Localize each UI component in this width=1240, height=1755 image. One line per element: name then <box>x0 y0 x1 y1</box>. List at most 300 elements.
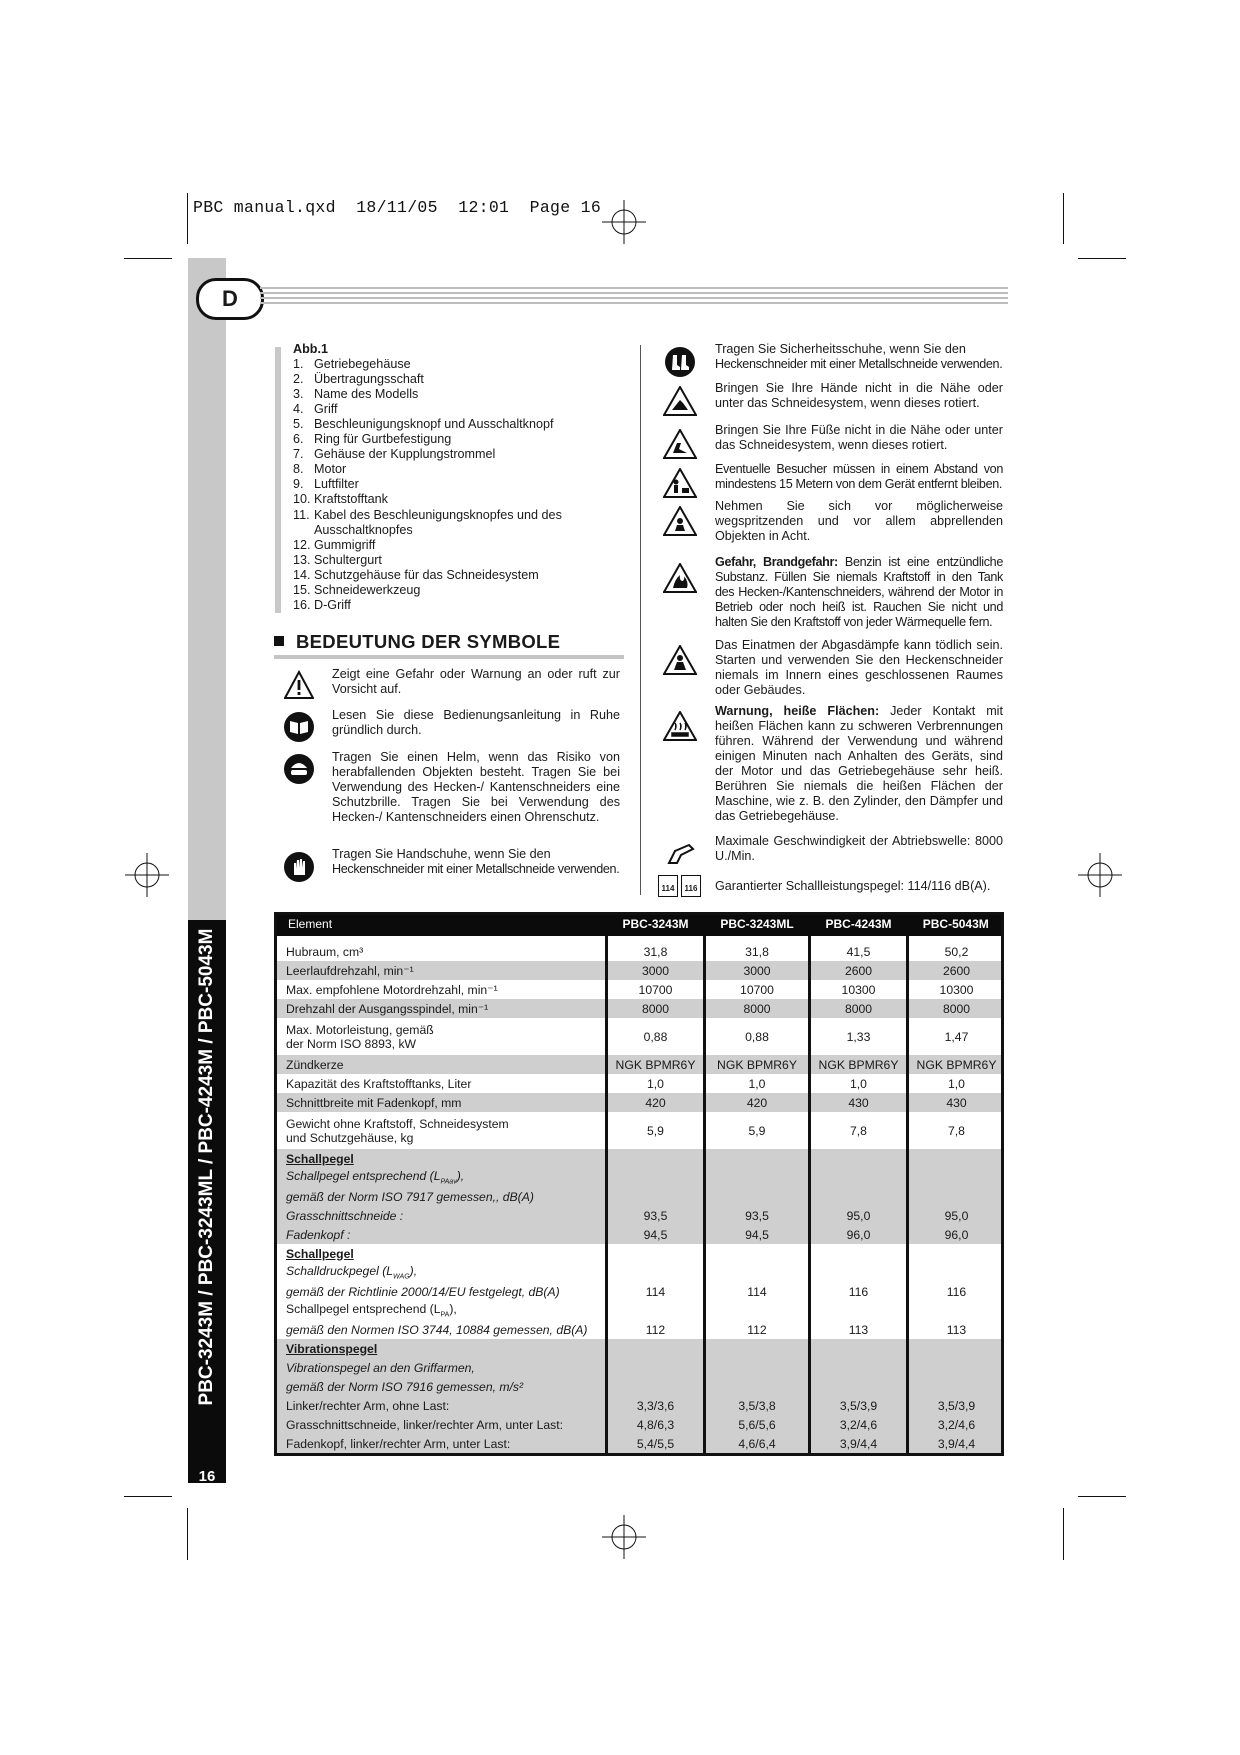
label-text: ), <box>449 1302 457 1317</box>
row-label <box>274 1301 607 1320</box>
row-value <box>908 1168 1005 1187</box>
table-row <box>274 1244 1004 1263</box>
value-text: 96,0 <box>846 1227 871 1242</box>
row-value <box>908 1206 1005 1225</box>
row-value <box>705 1206 810 1225</box>
row-value <box>908 1434 1005 1453</box>
row-value <box>705 1112 810 1149</box>
row-value <box>810 980 908 999</box>
label-text: Linker/rechter Arm, ohne Last: <box>286 1398 450 1413</box>
header-rule <box>260 287 1008 305</box>
figure-legend-item <box>293 432 633 447</box>
row-value <box>705 1339 810 1358</box>
value-text: 8000 <box>844 1001 873 1016</box>
row-value <box>908 1320 1005 1339</box>
row-label <box>274 1415 607 1434</box>
label-text: Schnittbreite mit Fadenkopf, mm <box>286 1095 462 1110</box>
row-value <box>705 942 810 961</box>
label-text: Vibrationspegel an den Griffarmen, <box>286 1360 475 1375</box>
row-value <box>908 942 1005 961</box>
figure-legend-item <box>293 402 633 417</box>
value-text: 1,0 <box>748 1076 766 1091</box>
fire-hazard-icon <box>663 563 697 593</box>
label-subscript: PAav <box>440 1178 457 1186</box>
spec-table <box>274 912 1004 1453</box>
row-label <box>274 1358 607 1377</box>
row-value <box>908 999 1005 1018</box>
value-text: 31,8 <box>745 944 769 959</box>
row-value <box>705 1282 810 1301</box>
figure-legend-number: 14. <box>293 567 311 582</box>
row-value <box>908 1244 1005 1263</box>
value-text: 96,0 <box>944 1227 969 1242</box>
registration-mark-icon <box>602 1515 646 1559</box>
value-text: 1,0 <box>948 1076 965 1091</box>
row-label <box>274 1339 607 1358</box>
figure-legend-text: Griff <box>314 402 338 417</box>
value-text: 7,8 <box>948 1123 965 1138</box>
symbol-text: Zeigt eine Gefahr oder Warnung an oder ruft zur Vorsicht auf. <box>332 667 620 697</box>
value-text: 1,0 <box>647 1076 664 1091</box>
value-text: 10300 <box>939 982 974 997</box>
symbol-text: Das Einatmen der Abgasdämpfe kann tödlich sein. Starten und verwenden Sie den Heckenschneider niemals im Innern eines geschlossenen Raumes oder Gebäudes. <box>715 638 1003 698</box>
value-text: 1,0 <box>850 1076 867 1091</box>
label-text: Vibrationspegel <box>286 1341 378 1356</box>
row-value <box>705 1149 810 1168</box>
row-label <box>274 1396 607 1415</box>
figure-legend-text: Beschleunigungsknopf und Ausschaltknopf <box>314 417 554 432</box>
figure-legend-text: Übertragungsschaft <box>314 372 424 387</box>
value-text: 113 <box>848 1322 869 1337</box>
figure-legend-number: 9. <box>293 477 304 492</box>
value-text: 10300 <box>841 982 876 997</box>
row-value <box>705 1320 810 1339</box>
row-value <box>810 1358 908 1377</box>
sound-power-label: 116 <box>681 875 701 897</box>
row-value <box>810 1244 908 1263</box>
figure-legend-number: 12. <box>293 537 311 552</box>
symbol-text-body: Jeder Kontakt mit heißen Flächen kann zu schweren Verbrennungen führen. Während der Verwendung und während einigen Minuten nach Anhalten des Geräts, sind der Motor und das Getriebegehäuse sehr heiß. Berühren Sie niemals die heißen Flächen der Maschine, wie z. B. den Zylinder, den Dämpfer und das Getriebegehäuse. <box>715 704 1003 824</box>
abb-side-bar <box>275 347 281 613</box>
row-value <box>607 999 705 1018</box>
label-text: Schallpegel <box>286 1246 354 1261</box>
figure-legend-text: Gummigriff <box>314 537 376 552</box>
value-text: 420 <box>746 1095 768 1110</box>
row-value <box>810 1112 908 1149</box>
crop-mark <box>1063 1508 1064 1560</box>
value-text: 3,9/4,4 <box>839 1436 878 1451</box>
value-text: 7,8 <box>850 1123 867 1138</box>
value-text: 0,88 <box>745 1029 769 1044</box>
row-value <box>607 1434 705 1453</box>
value-text: 95,0 <box>944 1208 969 1223</box>
row-value <box>607 1358 705 1377</box>
label-text: der Norm ISO 8893, kW <box>286 1036 417 1051</box>
safety-boots-icon <box>664 346 696 378</box>
value-text: 8000 <box>641 1001 670 1016</box>
value-text: 112 <box>747 1322 767 1337</box>
label-text: Schalldruckpegel (L <box>286 1264 394 1279</box>
value-text: 31,8 <box>643 944 668 959</box>
value-text: 3,2/4,6 <box>839 1417 878 1432</box>
row-value <box>810 1282 908 1301</box>
figure-legend-item <box>293 583 633 598</box>
row-value <box>810 1168 908 1187</box>
value-text: NGK BPMR6Y <box>916 1057 997 1072</box>
value-text: 3,3/3,6 <box>636 1398 675 1413</box>
symbol-text <box>715 704 1003 824</box>
row-value <box>908 1358 1005 1377</box>
sound-power-label: 114 <box>658 875 678 897</box>
label-text: Max. empfohlene Motordrehzahl, min⁻¹ <box>286 982 498 997</box>
figure-legend-list <box>293 357 633 613</box>
figure-legend-number: 5. <box>293 417 304 432</box>
figure-legend-text: Motor <box>314 462 347 477</box>
hands-blade-warning-icon <box>663 386 697 416</box>
value-text: 93,5 <box>745 1208 769 1223</box>
row-label <box>274 1055 607 1074</box>
symbol-text: Tragen Sie einen Helm, wenn das Risiko von herabfallenden Objekten besteht. Tragen Sie bei Verwendung des Hecken-/ Kantenschneiders eine Schutzbrille. Tragen Sie bei Verwendung des Hecken-/ Kantenschneiders einen Ohrenschutz. <box>332 750 620 825</box>
registration-mark-icon <box>1078 853 1122 897</box>
value-text: 4,8/6,3 <box>636 1417 675 1432</box>
table-row <box>274 1415 1004 1434</box>
figure-legend-number: 4. <box>293 402 304 417</box>
label-subscript: WAG <box>393 1273 410 1281</box>
value-text: 116 <box>946 1284 967 1299</box>
row-value <box>810 1225 908 1244</box>
row-value <box>908 1263 1005 1282</box>
row-value <box>705 1168 810 1187</box>
label-subscript: PA <box>440 1311 450 1319</box>
row-value <box>810 1055 908 1074</box>
row-value <box>810 942 908 961</box>
table-row <box>274 1074 1004 1093</box>
symbol-text-line: Heckenschneider mit einer Metallschneide verwenden. <box>332 862 620 877</box>
table-header: PBC-4243M <box>810 912 908 936</box>
figure-legend-text: Ring für Gurtbefestigung <box>314 432 452 447</box>
table-row <box>274 1434 1004 1453</box>
table-row <box>274 1263 1004 1282</box>
row-value <box>607 1055 705 1074</box>
value-text: 1,33 <box>846 1029 871 1044</box>
row-label <box>274 1187 607 1206</box>
row-value <box>607 1396 705 1415</box>
value-text: 113 <box>946 1322 967 1337</box>
row-value <box>810 1149 908 1168</box>
figure-legend-item <box>293 477 633 492</box>
symbol-text-line: Tragen Sie Handschuhe, wenn Sie den <box>332 847 551 861</box>
crop-mark <box>1063 193 1064 244</box>
symbol-text <box>715 555 1003 630</box>
row-label <box>274 1093 607 1112</box>
print-slug: PBC manual.qxd 18/11/05 12:01 Page 16 <box>193 198 602 217</box>
label-text: Fadenkopf : <box>286 1227 351 1242</box>
label-text: Fadenkopf, linker/rechter Arm, unter Last: <box>286 1436 511 1451</box>
language-badge: D <box>196 278 264 320</box>
row-value <box>607 1339 705 1358</box>
figure-legend-number: 15. <box>293 582 311 597</box>
row-value <box>908 1112 1005 1149</box>
row-value <box>705 1377 810 1396</box>
row-value <box>607 1018 705 1055</box>
read-manual-icon <box>283 711 315 743</box>
crop-mark <box>124 258 172 259</box>
figure-legend-text: Schultergurt <box>314 552 382 567</box>
row-value <box>607 1149 705 1168</box>
row-value <box>810 1320 908 1339</box>
row-value <box>607 1320 705 1339</box>
row-value <box>810 1415 908 1434</box>
figure-legend-number: 13. <box>293 552 311 567</box>
label-text: gemäß der Norm ISO 7916 gemessen, m/s² <box>286 1379 524 1394</box>
value-text: 5,9 <box>647 1123 664 1138</box>
row-value <box>908 1377 1005 1396</box>
value-text: 3,9/4,4 <box>937 1436 976 1451</box>
value-text: 4,6/6,4 <box>738 1436 776 1451</box>
row-label <box>274 980 607 999</box>
table-row <box>274 961 1004 980</box>
row-value <box>607 1187 705 1206</box>
row-value <box>607 1415 705 1434</box>
row-value <box>705 1301 810 1320</box>
row-value <box>810 1018 908 1055</box>
row-value <box>705 961 810 980</box>
row-value <box>607 1301 705 1320</box>
label-text: Max. Motorleistung, gemäß <box>286 1022 434 1037</box>
figure-legend-text: Ausschaltknopfes <box>314 522 413 537</box>
row-value <box>705 1358 810 1377</box>
value-text: 3,2/4,6 <box>937 1417 976 1432</box>
table-row <box>274 1282 1004 1301</box>
label-text: Kapazität des Kraftstofftanks, Liter <box>286 1076 472 1091</box>
heading-underline <box>274 655 624 659</box>
table-row <box>274 999 1004 1018</box>
row-value <box>705 980 810 999</box>
figure-legend-item <box>293 372 633 387</box>
row-value <box>607 1244 705 1263</box>
row-value <box>908 1282 1005 1301</box>
row-value <box>810 1093 908 1112</box>
feet-blade-warning-icon <box>663 429 697 459</box>
row-label <box>274 961 607 980</box>
value-text: 10700 <box>740 982 774 997</box>
value-text: 2600 <box>844 963 873 978</box>
row-label <box>274 1434 607 1453</box>
symbol-text: Lesen Sie diese Bedienungsanleitung in Ruhe gründlich durch. <box>332 708 620 738</box>
symbol-text: Maximale Geschwindigkeit der Abtriebswelle: 8000 U./Min. <box>715 834 1003 864</box>
value-text: 94,5 <box>643 1227 668 1242</box>
value-text: 10700 <box>638 982 673 997</box>
row-value <box>705 1055 810 1074</box>
row-value <box>810 1301 908 1320</box>
value-text: 93,5 <box>643 1208 668 1223</box>
crop-mark <box>1078 1496 1126 1497</box>
figure-legend-number <box>293 523 314 538</box>
row-value <box>908 1225 1005 1244</box>
symbol-text <box>332 847 620 877</box>
figure-legend-text: Kraftstofftank <box>314 492 388 507</box>
table-row <box>274 1168 1004 1187</box>
value-text: 2600 <box>942 963 971 978</box>
flying-objects-icon <box>663 506 697 536</box>
row-value <box>705 1415 810 1434</box>
row-label <box>274 1112 607 1149</box>
row-value <box>607 1263 705 1282</box>
table-row <box>274 1358 1004 1377</box>
page-number: 16 <box>198 1468 216 1485</box>
figure-legend-number: 16. <box>293 597 311 612</box>
registration-mark-icon <box>602 200 646 244</box>
column-divider <box>640 345 641 895</box>
value-text: 5,6/5,6 <box>738 1417 776 1432</box>
figure-legend-item <box>293 447 633 462</box>
row-value <box>908 1301 1005 1320</box>
row-value <box>908 1055 1005 1074</box>
table-row <box>274 1320 1004 1339</box>
row-value <box>607 1206 705 1225</box>
figure-legend-item <box>293 357 633 372</box>
figure-legend-text: Gehäuse der Kupplungstrommel <box>314 447 496 462</box>
table-row <box>274 1112 1004 1149</box>
symbol-text: Garantierter Schallleistungspegel: 114/116 dB(A). <box>715 879 991 893</box>
row-value <box>908 1093 1005 1112</box>
label-text: Grasschnittschneide, linker/rechter Arm, unter Last: <box>286 1417 564 1432</box>
row-value <box>607 1093 705 1112</box>
shaft-speed-icon <box>665 837 697 867</box>
value-text: 1,47 <box>944 1029 969 1044</box>
table-row <box>274 1377 1004 1396</box>
table-row <box>274 1396 1004 1415</box>
value-text: 430 <box>848 1095 869 1110</box>
table-header: PBC-3243M <box>607 912 705 936</box>
value-text: 95,0 <box>846 1208 871 1223</box>
value-text: 430 <box>946 1095 967 1110</box>
value-text: 5,9 <box>748 1123 766 1138</box>
figure-legend-item <box>293 387 633 402</box>
table-row <box>274 1206 1004 1225</box>
crop-mark <box>1078 258 1126 259</box>
helmet-goggles-icon <box>283 753 315 785</box>
row-value <box>810 1263 908 1282</box>
symbols-heading <box>274 631 624 653</box>
figure-legend-item <box>293 538 633 553</box>
table-row <box>274 1187 1004 1206</box>
symbol-text: Bringen Sie Ihre Füße nicht in die Nähe oder unter das Schneidesystem, wenn dieses rotiert. <box>715 423 1003 453</box>
row-value <box>908 1074 1005 1093</box>
figure-legend-number: 3. <box>293 387 304 402</box>
row-value <box>810 1187 908 1206</box>
row-label <box>274 1018 607 1055</box>
value-text: 5,4/5,5 <box>636 1436 675 1451</box>
figure-legend-number: 10. <box>293 492 311 507</box>
row-label <box>274 999 607 1018</box>
row-label <box>274 942 607 961</box>
label-text: Schallpegel entsprechend (L <box>286 1169 441 1184</box>
label-text: Schallpegel entsprechend (L <box>286 1302 441 1317</box>
figure-legend-number: 8. <box>293 462 304 477</box>
row-value <box>607 1112 705 1149</box>
row-value <box>810 999 908 1018</box>
symbol-text <box>715 342 1003 372</box>
row-label <box>274 1320 607 1339</box>
value-text: 420 <box>645 1095 666 1110</box>
row-label <box>274 1225 607 1244</box>
row-label <box>274 1282 607 1301</box>
row-value <box>810 1206 908 1225</box>
table-row <box>274 980 1004 999</box>
row-value <box>908 980 1005 999</box>
row-value <box>705 1093 810 1112</box>
row-value <box>810 1074 908 1093</box>
label-text: und Schutzgehäuse, kg <box>286 1130 414 1145</box>
table-header: PBC-5043M <box>908 912 1005 936</box>
row-value <box>607 942 705 961</box>
label-text: ), <box>456 1169 465 1184</box>
row-value <box>705 1244 810 1263</box>
row-value <box>908 1339 1005 1358</box>
label-text: Grasschnittschneide : <box>286 1208 404 1223</box>
label-text <box>286 1302 457 1319</box>
spec-table-wrap <box>274 912 1004 1453</box>
value-text: NGK BPMR6Y <box>818 1057 899 1072</box>
row-value <box>908 961 1005 980</box>
label-text: gemäß den Normen ISO 3744, 10884 gemessen, dB(A) <box>286 1322 588 1337</box>
row-value <box>810 1339 908 1358</box>
gloves-icon <box>283 851 315 883</box>
label-text: Schallpegel <box>286 1151 354 1166</box>
row-value <box>705 1074 810 1093</box>
figure-legend-item <box>293 553 633 568</box>
row-value <box>607 1225 705 1244</box>
row-label <box>274 1206 607 1225</box>
label-text: Drehzahl der Ausgangsspindel, min⁻¹ <box>286 1001 489 1016</box>
row-value <box>908 1396 1005 1415</box>
figure-legend-number: 1. <box>293 357 304 372</box>
value-text: 114 <box>645 1284 666 1299</box>
value-text: 50,2 <box>944 944 969 959</box>
value-text: 112 <box>645 1322 666 1337</box>
row-value <box>908 1149 1005 1168</box>
label-text: Leerlaufdrehzahl, min⁻¹ <box>286 963 414 978</box>
table-header: Element <box>274 912 607 936</box>
table-row <box>274 942 1004 961</box>
row-value <box>705 1018 810 1055</box>
symbols-heading-text: BEDEUTUNG DER SYMBOLE <box>296 631 561 652</box>
exhaust-fumes-icon <box>663 645 697 675</box>
row-value <box>705 1263 810 1282</box>
row-value <box>607 1074 705 1093</box>
row-value <box>705 999 810 1018</box>
table-row <box>274 1339 1004 1358</box>
figure-legend-item <box>293 462 633 477</box>
table-row <box>274 1055 1004 1074</box>
symbol-text: Bringen Sie Ihre Hände nicht in die Nähe oder unter das Schneidesystem, wenn dieses rotiert. <box>715 381 1003 411</box>
row-value <box>908 1415 1005 1434</box>
row-value <box>908 1018 1005 1055</box>
sidebar-model-title: PBC-3243M / PBC-3243ML / PBC-4243M / PBC-5043M <box>196 928 217 1406</box>
figure-legend-text: Schneidewerkzeug <box>314 582 421 597</box>
figure-legend-text: Getriebegehäuse <box>314 357 411 372</box>
value-text: 94,5 <box>745 1227 769 1242</box>
row-value <box>607 1377 705 1396</box>
value-text: 3,5/3,9 <box>937 1398 976 1413</box>
figure-legend-text: Name des Modells <box>314 387 419 402</box>
row-value <box>810 1377 908 1396</box>
row-label <box>274 1263 607 1282</box>
table-header: PBC-3243ML <box>705 912 810 936</box>
figure-legend-number: 6. <box>293 432 304 447</box>
crop-mark <box>187 1508 188 1560</box>
